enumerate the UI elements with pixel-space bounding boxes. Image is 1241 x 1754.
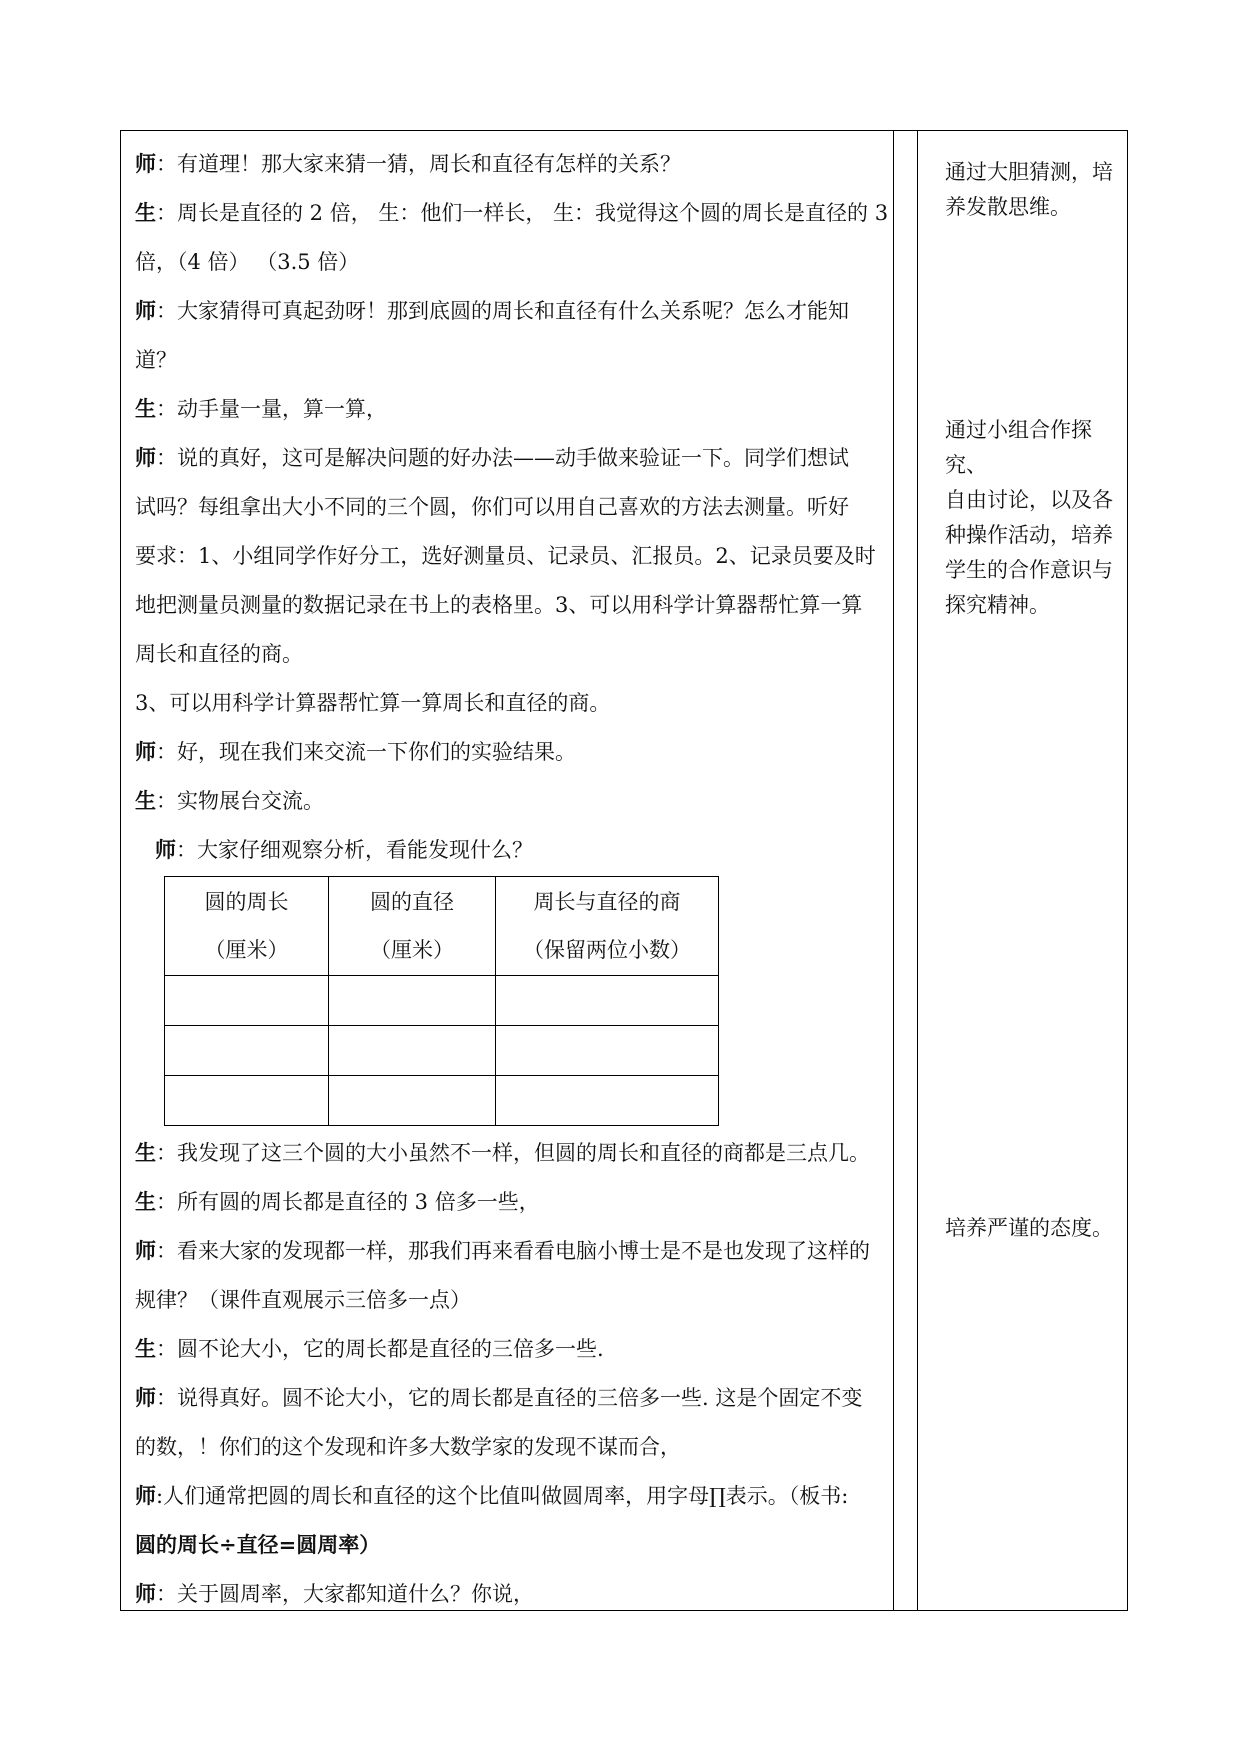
side-note: 通过大胆猜测，培 养发散思维。 — [945, 160, 1113, 219]
dialogue-line: 地把测量员测量的数据记录在书上的表格里。3、可以用科学计算器帮忙算一算 — [135, 593, 863, 617]
header-circumference: 圆的周长 （厘米） — [165, 877, 329, 976]
header-diameter: 圆的直径 （厘米） — [329, 877, 496, 976]
table-header-row — [165, 877, 719, 976]
dialogue-line: 生：周长是直径的 2 倍， 生：他们一样长， 生：我觉得这个圆的周长是直径的 3 — [135, 200, 889, 225]
dialogue-line: 师：有道理！那大家来猜一猜，周长和直径有怎样的关系？ — [135, 151, 681, 176]
table-cell — [329, 1076, 496, 1126]
dialogue-line: 规律？（课件直观展示三倍多一点） — [135, 1288, 471, 1312]
table-cell — [165, 976, 329, 1026]
header-quotient: 周长与直径的商 （保留两位小数） — [496, 877, 719, 976]
dialogue-line: 要求：1、小组同学作好分工，选好测量员、记录员、汇报员。2、记录员要及时 — [135, 544, 876, 568]
dialogue-line: 生：圆不论大小，它的周长都是直径的三倍多一些. — [135, 1336, 604, 1361]
dialogue-line: 师：看来大家的发现都一样，那我们再来看看电脑小博士是不是也发现了这样的 — [135, 1238, 870, 1263]
board-formula-line: 圆的周长÷直径=圆周率） — [135, 1532, 381, 1557]
dialogue-line: 道？ — [135, 348, 177, 372]
dialogue-line: 周长和直径的商。 — [135, 642, 303, 666]
dialogue-line: 师:人们通常把圆的周长和直径的这个比值叫做圆周率，用字母∏表示。（板书: — [135, 1483, 849, 1508]
table-cell — [329, 1026, 496, 1076]
dialogue-line: 师：大家猜得可真起劲呀！那到底圆的周长和直径有什么关系呢？怎么才能知 — [135, 298, 849, 323]
dialogue-line: 生：所有圆的周长都是直径的 3 倍多一些， — [135, 1189, 540, 1214]
dialogue-line: 试吗？每组拿出大小不同的三个圆，你们可以用自己喜欢的方法去测量。听好 — [135, 495, 849, 519]
table-cell — [165, 1026, 329, 1076]
table-cell — [165, 1076, 329, 1126]
table-cell — [496, 976, 719, 1026]
dialogue-line: 生：动手量一量，算一算， — [135, 396, 387, 421]
dialogue-line: 生：实物展台交流。 — [135, 788, 324, 813]
dialogue-line: 师：好，现在我们来交流一下你们的实验结果。 — [135, 739, 576, 764]
dialogue-line: 3、可以用科学计算器帮忙算一算周长和直径的商。 — [135, 691, 611, 715]
lesson-table — [120, 130, 1128, 1611]
design-intent-column — [933, 131, 1129, 1610]
table-cell — [496, 1076, 719, 1126]
measurement-table — [164, 876, 719, 1126]
dialogue-line: 师：说的真好，这可是解决问题的好办法——动手做来验证一下。同学们想试 — [135, 445, 849, 470]
dialogue-line: 师：关于圆周率，大家都知道什么？你说， — [135, 1581, 534, 1606]
dialogue-line: 师：说得真好。圆不论大小，它的周长都是直径的三倍多一些. 这是个固定不变 — [135, 1385, 863, 1410]
table-row — [165, 976, 719, 1026]
table-intro-line: 师：大家仔细观察分析，看能发现什么？ — [155, 837, 533, 862]
side-note: 通过小组合作探究、 自由讨论，以及各 种操作活动，培养 学生的合作意识与 探究精神。 — [945, 418, 1113, 617]
table-cell — [329, 976, 496, 1026]
dialogue-line: 倍，（4 倍） （3.5 倍） — [135, 250, 360, 274]
side-note: 培养严谨的态度。 — [945, 1216, 1113, 1240]
lesson-content — [135, 139, 1015, 1618]
dialogue-line: 生：我发现了这三个圆的大小虽然不一样，但圆的周长和直径的商都是三点几。 — [135, 1140, 870, 1165]
table-row — [165, 1076, 719, 1126]
table-cell — [496, 1026, 719, 1076]
dialogue-line: 的数，！你们的这个发现和许多大数学家的发现不谋而合， — [135, 1435, 681, 1459]
table-row — [165, 1026, 719, 1076]
